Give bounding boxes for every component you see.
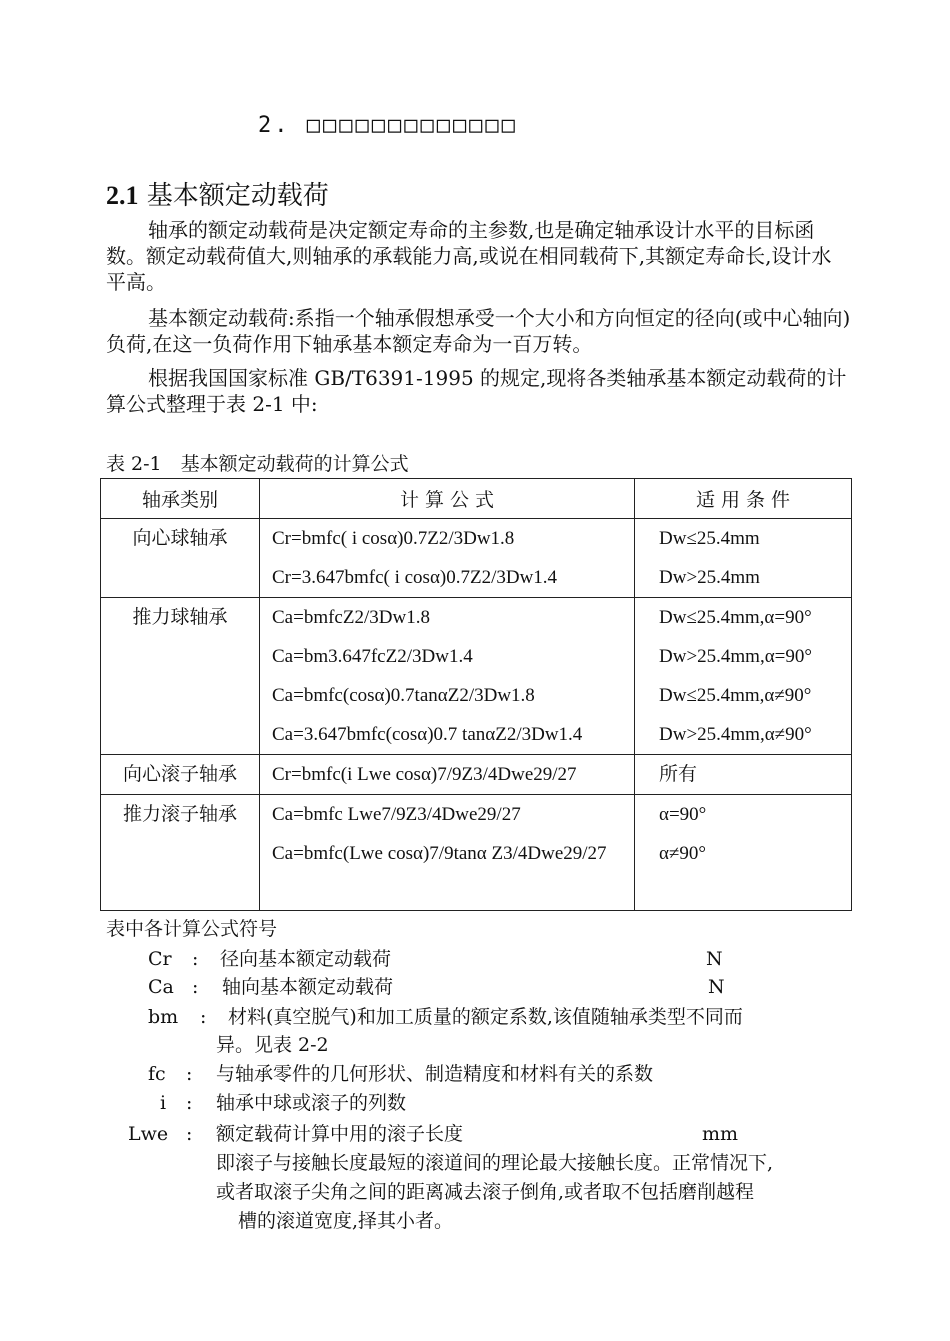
- condition: Dw>25.4mm,α≠90°: [659, 724, 812, 745]
- table-row: [101, 755, 852, 795]
- bearing-type: 推力球轴承: [132, 606, 228, 628]
- table-header-row: [101, 479, 852, 519]
- symbol-desc: 额定载荷计算中用的滚子长度: [216, 1123, 464, 1145]
- formula-table: [100, 478, 852, 911]
- condition: Dw>25.4mm: [659, 567, 760, 588]
- symbol-row: [148, 1002, 743, 1029]
- condition: Dw>25.4mm,α=90°: [659, 646, 812, 667]
- paragraph-1: 轴承的额定动载荷是决定额定寿命的主参数,也是确定轴承设计水平的目标函数。额定动载荷值大,则轴承的承载能力高,或说在相同载荷下,其额定寿命长,设计水平高。: [106, 218, 832, 294]
- legend-title: 表中各计算公式符号: [106, 918, 278, 940]
- symbol-desc: 径向基本额定动载荷: [220, 948, 392, 970]
- formula: Cr=bmfc( i cosα)0.7Z2/3Dw1.8: [272, 528, 515, 549]
- symbol-desc: 材料(真空脱气)和加工质量的额定系数,该值随轴承类型不同而: [228, 1006, 743, 1028]
- section-heading: [106, 175, 329, 212]
- formula: Ca=bmfc(Lwe cosα)7/9tanα Z3/4Dwe29/27: [272, 843, 607, 864]
- bearing-type: 推力滚子轴承: [122, 803, 237, 825]
- paragraph-2: 基本额定动载荷:系指一个轴承假想承受一个大小和方向恒定的径向(或中心轴向)负荷,在这一负荷作用下轴承基本额定寿命为一百万转。: [106, 306, 851, 356]
- header-condition: 适 用 条 件: [635, 479, 852, 519]
- symbol-sep: :: [186, 1063, 193, 1085]
- symbol-sep: :: [192, 948, 199, 970]
- table-row: [101, 598, 852, 755]
- section-number: 2.1: [106, 181, 139, 210]
- formula: Ca=3.647bmfc(cosα)0.7 tanαZ2/3Dw1.4: [272, 724, 583, 745]
- symbol-desc: 轴承中球或滚子的列数: [216, 1092, 407, 1114]
- symbol-row: [148, 944, 723, 971]
- formula: Ca=bmfcZ2/3Dw1.8: [272, 607, 430, 628]
- condition: α≠90°: [659, 843, 706, 864]
- formula: Cr=3.647bmfc( i cosα)0.7Z2/3Dw1.4: [272, 567, 558, 588]
- section-title: 基本额定动载荷: [146, 181, 329, 211]
- symbol-unit: mm: [702, 1123, 739, 1145]
- symbol: Cr: [148, 948, 172, 970]
- symbol-unit: N: [708, 976, 725, 998]
- lwe-note-line: 槽的滚道宽度,择其小者。: [238, 1210, 454, 1232]
- symbol-sep: :: [192, 976, 199, 998]
- symbol-unit: N: [706, 948, 723, 970]
- symbol-desc: 轴向基本额定动载荷: [222, 976, 394, 998]
- symbol-sep: :: [186, 1123, 193, 1145]
- symbol-row: [148, 1059, 653, 1086]
- header-bearing-type: 轴承类别: [101, 479, 260, 519]
- table-row: [101, 519, 852, 598]
- condition: Dw≤25.4mm,α≠90°: [659, 685, 812, 706]
- symbol-desc-cont: 异。见表 2-2: [216, 1034, 329, 1056]
- symbol: Lwe: [128, 1123, 169, 1145]
- bearing-type: 向心球轴承: [132, 527, 228, 549]
- condition: α=90°: [659, 804, 707, 825]
- bearing-type: 向心滚子轴承: [122, 763, 237, 785]
- header-formula: 计 算 公 式: [260, 479, 635, 519]
- symbol-sep: :: [186, 1092, 193, 1114]
- symbol-desc: 与轴承零件的几何形状、制造精度和材料有关的系数: [216, 1063, 654, 1085]
- condition: 所有: [659, 764, 698, 785]
- condition: Dw≤25.4mm: [659, 528, 760, 549]
- symbol: i: [160, 1092, 167, 1114]
- table-caption: 表 2-1 基本额定动载荷的计算公式: [106, 453, 409, 475]
- paragraph-3: 根据我国国家标准 GB/T6391-1995 的规定,现将各类轴承基本额定动载荷的计算公式整理于表 2-1 中:: [106, 366, 847, 416]
- symbol: Ca: [148, 976, 174, 998]
- symbol: bm: [148, 1006, 179, 1028]
- chapter-title: 2. □□□□□□□□□□□□□: [258, 113, 518, 138]
- lwe-note-line: 即滚子与接触长度最短的滚道间的理论最大接触长度。正常情况下,: [216, 1152, 774, 1174]
- formula: Cr=bmfc(i Lwe cosα)7/9Z3/4Dwe29/27: [272, 764, 577, 785]
- symbol: fc: [148, 1063, 166, 1085]
- formula: Ca=bmfc Lwe7/9Z3/4Dwe29/27: [272, 804, 521, 825]
- symbol-sep: :: [200, 1006, 207, 1028]
- condition: Dw≤25.4mm,α=90°: [659, 607, 812, 628]
- symbol-row: [128, 1119, 738, 1146]
- symbol-row: [148, 972, 725, 999]
- table-row: [101, 795, 852, 911]
- formula: Ca=bm3.647fcZ2/3Dw1.4: [272, 646, 473, 667]
- symbol-row: [160, 1088, 406, 1115]
- lwe-note-line: 或者取滚子尖角之间的距离减去滚子倒角,或者取不包括磨削越程: [216, 1181, 755, 1203]
- formula: Ca=bmfc(cosα)0.7tanαZ2/3Dw1.8: [272, 685, 535, 706]
